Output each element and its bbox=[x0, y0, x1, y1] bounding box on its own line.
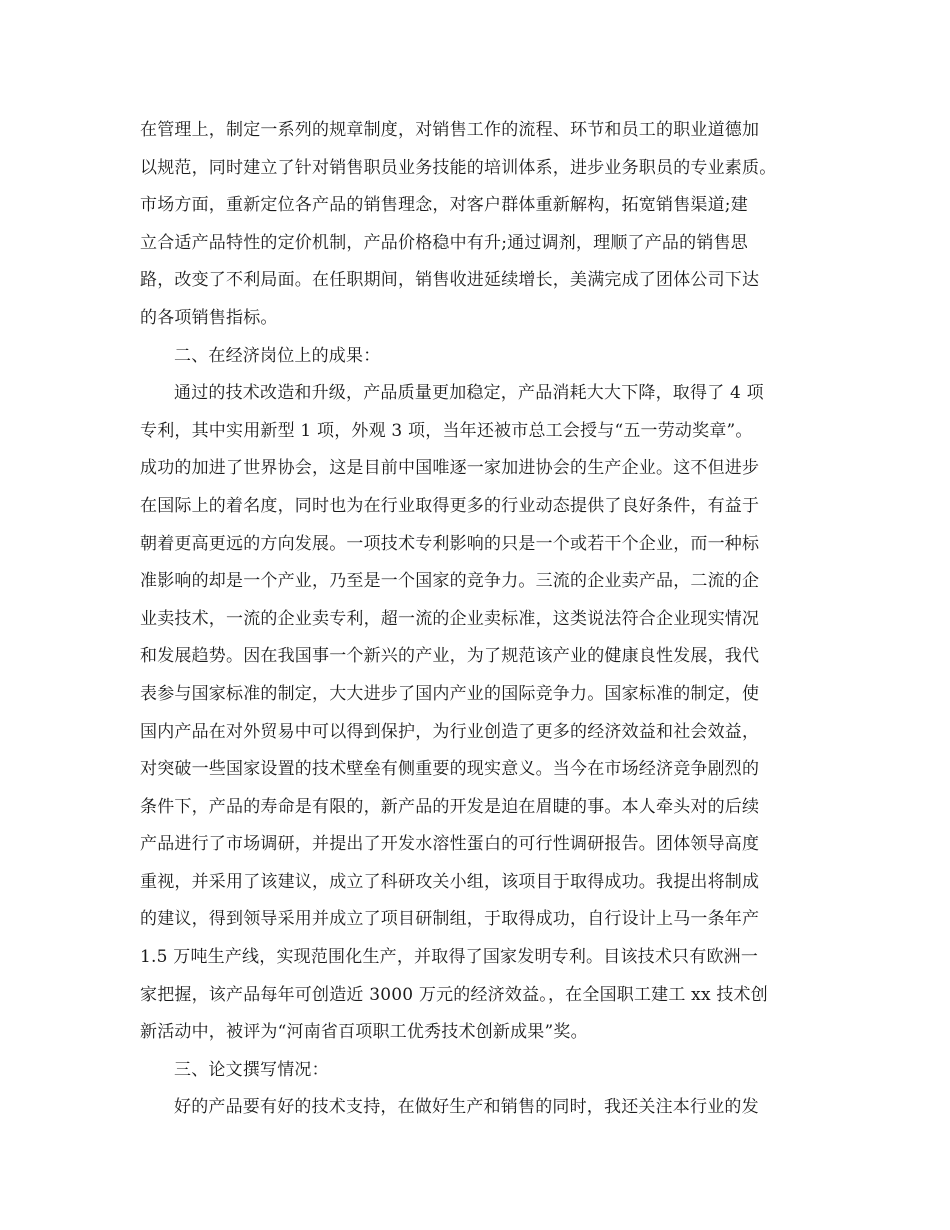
text-line: 重视，并采用了该建议，成立了科研攻关小组，该项目于取得成功。我提出将制成 bbox=[140, 871, 760, 892]
text-line: 1.5 万吨生产线，实现范围化生产，并取得了国家发明专利。目该技术只有欧洲一 bbox=[140, 947, 759, 968]
paragraph-start-line: 三、论文撰写情况： bbox=[174, 1059, 329, 1080]
document-body bbox=[140, 112, 830, 1127]
text-line: 和发展趋势。因在我国事一个新兴的产业，为了规范该产业的健康良性发展，我代 bbox=[140, 646, 760, 667]
text-line: 对突破一些国家设置的技术壁垒有侧重要的现实意义。当今在市场经济竞争剧烈的 bbox=[140, 759, 760, 780]
text-line: 新活动中，被评为“河南省百项职工优秀技术创新成果”奖。 bbox=[140, 1022, 588, 1043]
paragraph-start-line: 好的产品要有好的技术支持，在做好生产和销售的同时，我还关注本行业的发 bbox=[174, 1097, 759, 1118]
text-line: 业卖技术，一流的企业卖专利，超一流的企业卖标准，这类说法符合企业现实情况 bbox=[140, 608, 760, 629]
text-line: 产品进行了市场调研，并提出了开发水溶性蛋白的可行性调研报告。团体领导高度 bbox=[140, 834, 760, 855]
text-line: 在管理上，制定一系列的规章制度，对销售工作的流程、环节和员工的职业道德加 bbox=[140, 120, 760, 140]
text-line: 朝着更高更远的方向发展。一项技术专利影响的只是一个或若干个企业，而一种标 bbox=[140, 533, 760, 554]
text-line: 条件下，产品的寿命是有限的，新产品的开发是迫在眉睫的事。本人牵头对的后续 bbox=[140, 796, 760, 817]
text-line: 路，改变了不利局面。在任职期间，销售收进延续增长，美满完成了团体公司下达 bbox=[140, 270, 760, 291]
text-line: 准影响的却是一个产业，乃至是一个国家的竞争力。三流的企业卖产品，二流的企 bbox=[140, 571, 760, 592]
paragraph-start-line: 二、在经济岗位上的成果： bbox=[174, 345, 381, 366]
text-line: 立合适产品特性的定价机制，产品价格稳中有升;通过调剂，理顺了产品的销售思 bbox=[140, 232, 748, 253]
text-line: 家把握，该产品每年可创造近 3000 万元的经济效益。，在全国职工建工 xx 技术创 bbox=[140, 984, 768, 1005]
text-line: 以规范，同时建立了针对销售职员业务技能的培训体系，进步业务职员的专业素质。 bbox=[140, 157, 777, 178]
text-line: 的建议，得到领导采用并成立了项目研制组，于取得成功，自行设计上马一条年产 bbox=[140, 909, 760, 930]
text-line: 专利，其中实用新型 1 项，外观 3 项，当年还被市总工会授与“五一劳动奖章”。 bbox=[140, 420, 753, 441]
text-line: 市场方面，重新定位各产品的销售理念，对客户群体重新解构，拓宽销售渠道;建 bbox=[140, 195, 748, 216]
text-line: 在国际上的着名度，同时也为在行业取得更多的行业动态提供了良好条件，有益于 bbox=[140, 495, 760, 516]
paragraph-start-line: 通过的技术改造和升级，产品质量更加稳定，产品消耗大大下降，取得了 4 项 bbox=[174, 383, 764, 404]
text-line: 的各项销售指标。 bbox=[140, 307, 278, 328]
text-line: 成功的加进了世界协会，这是目前中国唯逐一家加进协会的生产企业。这不但进步 bbox=[140, 458, 760, 479]
text-line: 表参与国家标准的制定，大大进步了国内产业的国际竞争力。国家标准的制定，使 bbox=[140, 683, 760, 704]
text-line: 国内产品在对外贸易中可以得到保护，为行业创造了更多的经济效益和社会效益， bbox=[140, 721, 760, 742]
